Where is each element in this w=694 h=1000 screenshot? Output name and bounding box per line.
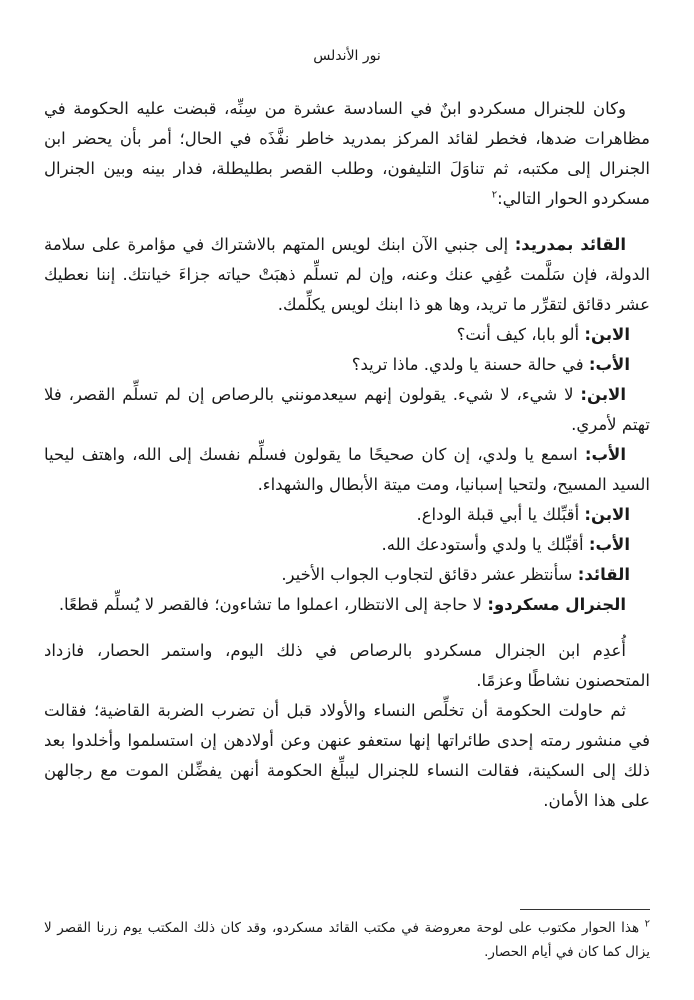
dialogue-speaker: القائد بمدريد: <box>514 235 626 254</box>
dialogue-line <box>44 380 650 440</box>
closing-paragraph: ثم حاولت الحكومة أن تخلِّص النساء والأولاد قبل أن تضرب الضربة القاضية؛ فقالت في منشور رمته إحدى طائراتها إنها ستعفو عنهن وعن أولادهن إن استسلموا وأخلدوا بعد ذلك إلى السكينة، فقالت النساء للجنرال ليبلِّغ الحكومة أنهن يفضِّلن الموت مع رجالهن على هذا الأمان. <box>44 701 650 810</box>
dialogue-line <box>44 530 650 560</box>
dialogue-text: لا حاجة إلى الانتظار، اعملوا ما تشاءون؛ فالقصر لا يُسلِّم قطعًا. <box>58 595 483 614</box>
paragraph-gap <box>44 214 650 230</box>
dialogue-text: أقبِّلك يا أبي قبلة الوداع. <box>416 505 580 524</box>
dialogue-line <box>44 230 650 320</box>
dialogue-text: ألو بابا، كيف أنت؟ <box>456 325 580 344</box>
dialogue-line <box>44 560 650 590</box>
dialogue-speaker: القائد: <box>577 565 630 584</box>
dialogue-text: إلى جنبي الآن ابنك لويس المتهم بالاشتراك في مؤامرة على سلامة الدولة، فإن سَلَّمت عُفِي عنك وعنه، وإن لم تسلِّم ذهبَتْ حياته جزاءَ خيانتك. إننا نعطيك عشر دقائق لتقرِّر ما تريد، وها هو ذا ابنك لويس يكلِّمك. <box>44 235 650 314</box>
dialogue-text: سأنتظر عشر دقائق لتجاوب الجواب الأخير. <box>281 565 573 584</box>
dialogue-text: اسمع يا ولدي، إن كان صحيحًا ما يقولون فسلِّم نفسك إلى الله، واهتف ليحيا السيد المسيح، ولتحيا إسبانيا، ومت ميتة الأبطال والشهداء. <box>44 445 650 494</box>
footnote-reference[interactable]: ٢ <box>491 189 498 201</box>
footnote-mark: ٢ <box>644 918 650 930</box>
dialogue-text: لا شيء، لا شيء. يقولون إنهم سيعدمونني بالرصاص إن لم تسلِّم القصر، فلا تهتم لأمري. <box>44 385 650 434</box>
dialogue-speaker: الأب: <box>588 355 630 374</box>
running-header: نور الأندلس <box>313 48 381 64</box>
dialogue-line <box>44 500 650 530</box>
dialogue-line <box>44 320 650 350</box>
dialogue-line <box>44 350 650 380</box>
dialogue-speaker: الجنرال مسكردو: <box>487 595 626 614</box>
footnote-divider <box>520 909 650 910</box>
dialogue-block <box>44 230 650 620</box>
footnote-text: هذا الحوار مكتوب على لوحة معروضة في مكتب القائد مسكردو، وقد كان ذلك المكتب يوم زرنا القصر لا يزال كما كان في أيام الحصار. <box>44 920 650 960</box>
closing-paragraph: أُعدِم ابن الجنرال مسكردو بالرصاص في ذلك اليوم، واستمر الحصار، فازداد المتحصنون نشاطًا وعزمًا. <box>44 641 650 690</box>
dialogue-speaker: الأب: <box>588 535 630 554</box>
intro-text: وكان للجنرال مسكردو ابنٌ في السادسة عشرة من سِنِّه، قبضت عليه الحكومة في مظاهرات ضدها، فخطر لقائد المركز بمدريد خاطر نفَّذَه في الحال؛ أمر بأن يحضر ابن الجنرال إلى مكتبه، ثم تناوَلَ التليفون، وطلب القصر بطليطلة، فدار بينه وبين الجنرال مسكردو الحوار التالي: <box>44 99 650 208</box>
footnote <box>44 916 650 964</box>
dialogue-speaker: الأب: <box>584 445 626 464</box>
dialogue-text: أقبِّلك يا ولدي وأستودعك الله. <box>381 535 584 554</box>
intro-paragraph <box>44 94 650 214</box>
dialogue-line <box>44 440 650 500</box>
dialogue-speaker: الابن: <box>580 385 626 404</box>
dialogue-speaker: الابن: <box>584 505 630 524</box>
dialogue-text: في حالة حسنة يا ولدي. ماذا تريد؟ <box>351 355 584 374</box>
paragraph-gap <box>44 620 650 636</box>
dialogue-speaker: الابن: <box>584 325 630 344</box>
dialogue-line <box>44 590 650 620</box>
